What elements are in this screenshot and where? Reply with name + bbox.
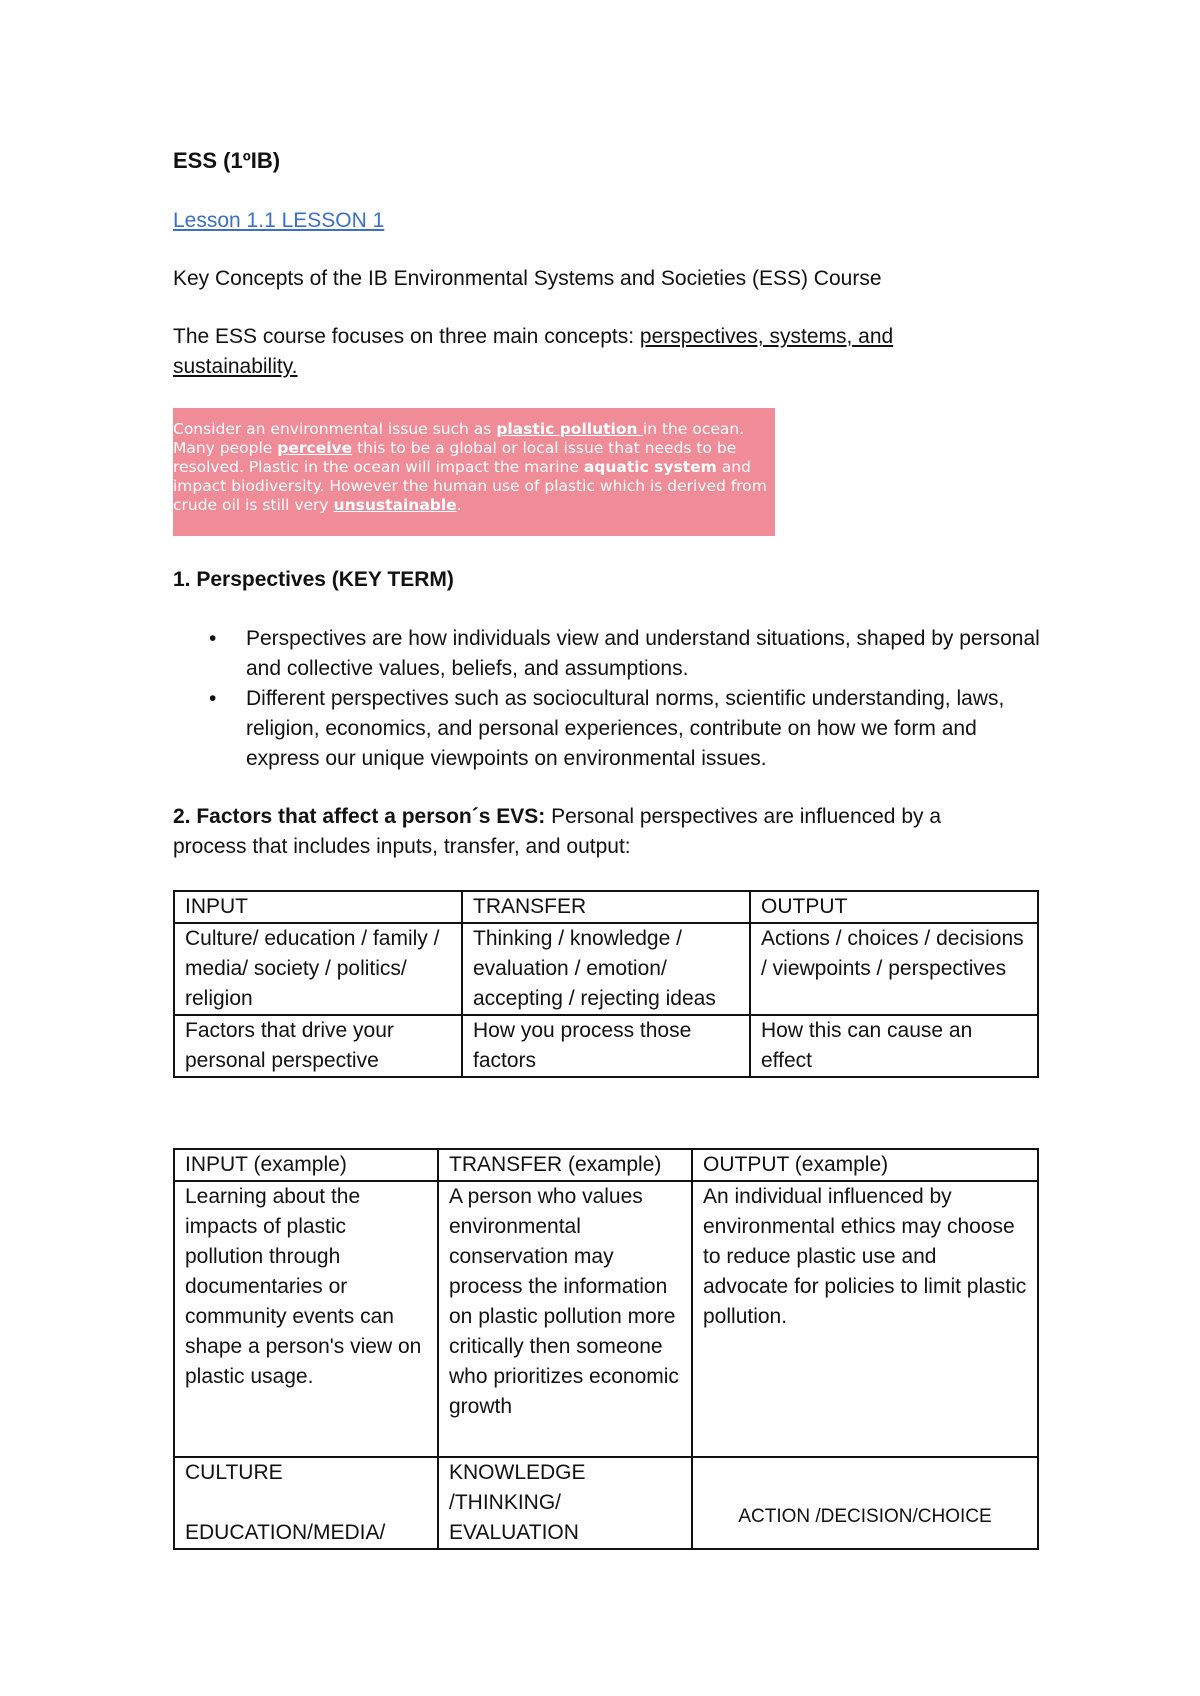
table-header-cell: TRANSFER (example): [438, 1149, 692, 1181]
callout-text-1: Consider an environmental issue such as: [173, 420, 497, 438]
table-row: [174, 923, 1038, 1015]
table-cell: Actions / choices / decisions / viewpoints / perspectives: [750, 923, 1038, 1015]
table-header-cell: OUTPUT (example): [692, 1149, 1038, 1181]
callout-text-3: this to be a global or local issue that needs to be resolved. Plastic in the ocean will impact the marine: [173, 439, 737, 476]
callout-text-5: .: [456, 496, 462, 514]
cell-line: KNOWLEDGE: [449, 1461, 586, 1484]
table-cell: [692, 1457, 1038, 1549]
cell-line: ACTION /DECISION/CHOICE: [738, 1506, 992, 1527]
table-cell: A person who values environmental conservation may process the information on plastic pollution more critically then someone who prioritizes economic growth: [438, 1181, 692, 1457]
cell-line: /THINKING/: [449, 1491, 562, 1514]
intro-key-concepts: perspectives, systems, and sustainability.: [173, 325, 894, 378]
table-row: [174, 1457, 1038, 1549]
document-title: ESS (1ºIB): [173, 148, 281, 173]
intro-paragraph: [173, 322, 933, 382]
cell-line: [185, 1488, 427, 1518]
callout-keyword-aquatic-system: aquatic system: [583, 458, 717, 476]
bullet-icon: •: [209, 627, 217, 650]
table-row: [174, 1015, 1038, 1077]
callout-keyword-unsustainable: unsustainable: [333, 496, 457, 514]
table-cell: Culture/ education / family / media/ society / politics/ religion: [174, 923, 462, 1015]
cell-line: EVALUATION: [449, 1521, 579, 1544]
cell-line: CULTURE: [185, 1461, 283, 1484]
table-cell: Factors that drive your personal perspective: [174, 1015, 462, 1077]
intro-prefix: The ESS course focuses on three main concepts:: [173, 325, 640, 348]
callout-text-2: in the ocean. Many people: [173, 420, 745, 457]
list-item: [173, 684, 1053, 774]
table-cell: Learning about the impacts of plastic pollution through documentaries or community events can shape a person's view on plastic usage.: [174, 1181, 438, 1457]
example-callout-box: [173, 408, 775, 536]
table-header-cell: INPUT (example): [174, 1149, 438, 1181]
table-header-cell: TRANSFER: [462, 891, 750, 923]
table-row: [174, 1181, 1038, 1457]
bullet-text: Perspectives are how individuals view and understand situations, shaped by personal and collective values, beliefs, and assumptions.: [246, 627, 1040, 680]
bullet-text: Different perspectives such as sociocultural norms, scientific understanding, laws, religion, economics, and personal experiences, contribute on how we form and express our unique viewpoints on environmental issues.: [246, 687, 1005, 770]
lesson-link[interactable]: Lesson 1.1 LESSON 1: [173, 209, 385, 232]
table-cell: How this can cause an effect: [750, 1015, 1038, 1077]
section-heading-factors: [173, 802, 993, 862]
section-heading-factors-bold: 2. Factors that affect a person´s EVS:: [173, 805, 546, 828]
table-cell: [174, 1457, 438, 1549]
section-heading-perspectives: 1. Perspectives (KEY TERM): [173, 568, 454, 591]
callout-text-4: and impact biodiversity. However the human use of plastic which is derived from crude oil is still very: [173, 458, 767, 514]
table-header-row: [174, 1149, 1038, 1181]
callout-keyword-perceive: perceive: [277, 439, 353, 457]
bullet-icon: •: [209, 687, 217, 710]
list-item: [173, 624, 1053, 684]
cell-line: EDUCATION/MEDIA/: [185, 1521, 386, 1544]
table-header-row: [174, 891, 1038, 923]
table-cell: [438, 1457, 692, 1549]
course-subtitle: Key Concepts of the IB Environmental Systems and Societies (ESS) Course: [173, 267, 882, 290]
ipo-example-table: [173, 1148, 1039, 1550]
table-header-cell: OUTPUT: [750, 891, 1038, 923]
section-heading-factors-text: Personal perspectives are influenced by a process that includes inputs, transfer, and output:: [173, 805, 942, 858]
table-cell: How you process those factors: [462, 1015, 750, 1077]
table-cell: An individual influenced by environmental ethics may choose to reduce plastic use and advocate for policies to limit plastic pollution.: [692, 1181, 1038, 1457]
callout-keyword-plastic-pollution: plastic pollution: [496, 420, 643, 438]
ipo-table: [173, 890, 1039, 1078]
table-header-cell: INPUT: [174, 891, 462, 923]
table-cell: Thinking / knowledge / evaluation / emotion/ accepting / rejecting ideas: [462, 923, 750, 1015]
perspectives-bullet-list: [173, 624, 1053, 774]
